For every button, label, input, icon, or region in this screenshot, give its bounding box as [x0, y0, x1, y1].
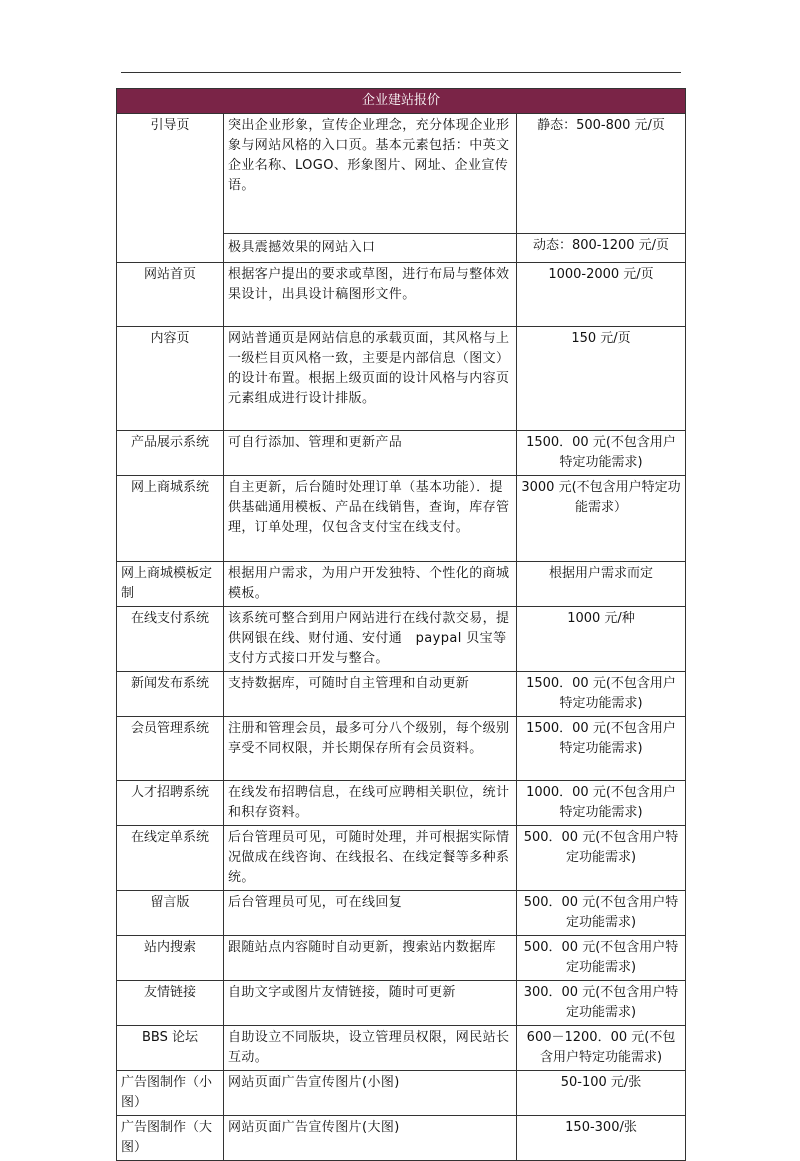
service-description: 根据客户提出的要求或草图，进行布局与整体效果设计，出具设计稿图形文件。	[224, 263, 517, 327]
service-description: 网站页面广告宣传图片(大图)	[224, 1116, 517, 1161]
service-price: 50-100 元/张	[517, 1071, 686, 1116]
table-row	[117, 826, 686, 891]
service-price: 动态：800-1200 元/页	[517, 234, 686, 263]
quote-table	[116, 88, 686, 1161]
service-price: 1000 元/种	[517, 607, 686, 672]
service-price: 3000 元(不包含用户特定功能需求）	[517, 476, 686, 562]
service-description: 支持数据库，可随时自主管理和自动更新	[224, 672, 517, 717]
service-description: 后台管理员可见，可随时处理，并可根据实际情况做成在线咨询、在线报名、在线定餐等多种系统。	[224, 826, 517, 891]
service-name: 会员管理系统	[117, 717, 224, 781]
service-name: 网上商城系统	[117, 476, 224, 562]
table-row	[117, 607, 686, 672]
service-description: 网站普通页是网站信息的承载页面，其风格与上一级栏目页风格一致，主要是内部信息（图文）的设计布置。根据上级页面的设计风格与内容页元素组成进行设计排版。	[224, 327, 517, 431]
service-description: 根据用户需求，为用户开发独特、个性化的商城模板。	[224, 562, 517, 607]
table-row	[117, 672, 686, 717]
service-price: 150 元/页	[517, 327, 686, 431]
table-row	[117, 476, 686, 562]
service-description: 自助文字或图片友情链接，随时可更新	[224, 981, 517, 1026]
service-name: 网站首页	[117, 263, 224, 327]
service-name: 在线支付系统	[117, 607, 224, 672]
table-row	[117, 981, 686, 1026]
service-description: 网站页面广告宣传图片(小图)	[224, 1071, 517, 1116]
table-header-row	[117, 89, 686, 114]
table-row	[117, 1026, 686, 1071]
service-name: 站内搜索	[117, 936, 224, 981]
table-row	[117, 1116, 686, 1161]
top-rule	[121, 72, 681, 73]
service-price: 1500．00 元(不包含用户特定功能需求)	[517, 717, 686, 781]
table-row	[117, 891, 686, 936]
service-description: 突出企业形象，宣传企业理念，充分体现企业形象与网站风格的入口页。基本元素包括：中英文企业名称、LOGO、形象图片、网址、企业宣传语。	[224, 114, 517, 234]
service-description: 该系统可整合到用户网站进行在线付款交易，提供网银在线、财付通、安付通 paypal 贝宝等支付方式接口开发与整合。	[224, 607, 517, 672]
service-price: 500．00 元(不包含用户特定功能需求)	[517, 936, 686, 981]
service-name: 产品展示系统	[117, 431, 224, 476]
service-name: 留言版	[117, 891, 224, 936]
service-description: 注册和管理会员，最多可分八个级别，每个级别享受不同权限，并长期保存所有会员资料。	[224, 717, 517, 781]
table-row	[117, 114, 686, 234]
service-price: 根据用户需求而定	[517, 562, 686, 607]
service-name: 友情链接	[117, 981, 224, 1026]
table-row	[117, 936, 686, 981]
table-row	[117, 781, 686, 826]
service-description: 极具震撼效果的网站入口	[224, 234, 517, 263]
table-row	[117, 1071, 686, 1116]
service-name: BBS 论坛	[117, 1026, 224, 1071]
service-name: 内容页	[117, 327, 224, 431]
service-price: 1500．00 元(不包含用户特定功能需求)	[517, 672, 686, 717]
service-description: 后台管理员可见，可在线回复	[224, 891, 517, 936]
service-description: 自主更新，后台随时处理订单（基本功能）．提供基础通用模板、产品在线销售，查询，库存管理，订单处理，仅包含支付宝在线支付。	[224, 476, 517, 562]
service-price: 1000-2000 元/页	[517, 263, 686, 327]
service-price: 1000．00 元(不包含用户特定功能需求)	[517, 781, 686, 826]
table-row	[117, 717, 686, 781]
service-description: 跟随站点内容随时自动更新，搜索站内数据库	[224, 936, 517, 981]
table-row	[117, 562, 686, 607]
service-price: 1500．00 元(不包含用户特定功能需求)	[517, 431, 686, 476]
service-name: 在线定单系统	[117, 826, 224, 891]
service-price: 500．00 元(不包含用户特定功能需求)	[517, 826, 686, 891]
service-price: 静态：500-800 元/页	[517, 114, 686, 234]
service-description: 可自行添加、管理和更新产品	[224, 431, 517, 476]
table-row	[117, 431, 686, 476]
service-name: 广告图制作（小图）	[117, 1071, 224, 1116]
table-row	[117, 327, 686, 431]
service-description: 自助设立不同版块，设立管理员权限，网民站长互动。	[224, 1026, 517, 1071]
service-price: 300．00 元(不包含用户特定功能需求)	[517, 981, 686, 1026]
service-name: 人才招聘系统	[117, 781, 224, 826]
table-title: 企业建站报价	[117, 89, 686, 114]
service-price: 500．00 元(不包含用户特定功能需求)	[517, 891, 686, 936]
service-name: 网上商城模板定制	[117, 562, 224, 607]
service-name: 引导页	[117, 114, 224, 263]
service-price: 600－1200．00 元(不包含用户特定功能需求)	[517, 1026, 686, 1071]
service-name: 广告图制作（大图）	[117, 1116, 224, 1161]
service-price: 150-300/张	[517, 1116, 686, 1161]
service-description: 在线发布招聘信息，在线可应聘相关职位，统计和积存资料。	[224, 781, 517, 826]
table-row	[117, 263, 686, 327]
service-name: 新闻发布系统	[117, 672, 224, 717]
